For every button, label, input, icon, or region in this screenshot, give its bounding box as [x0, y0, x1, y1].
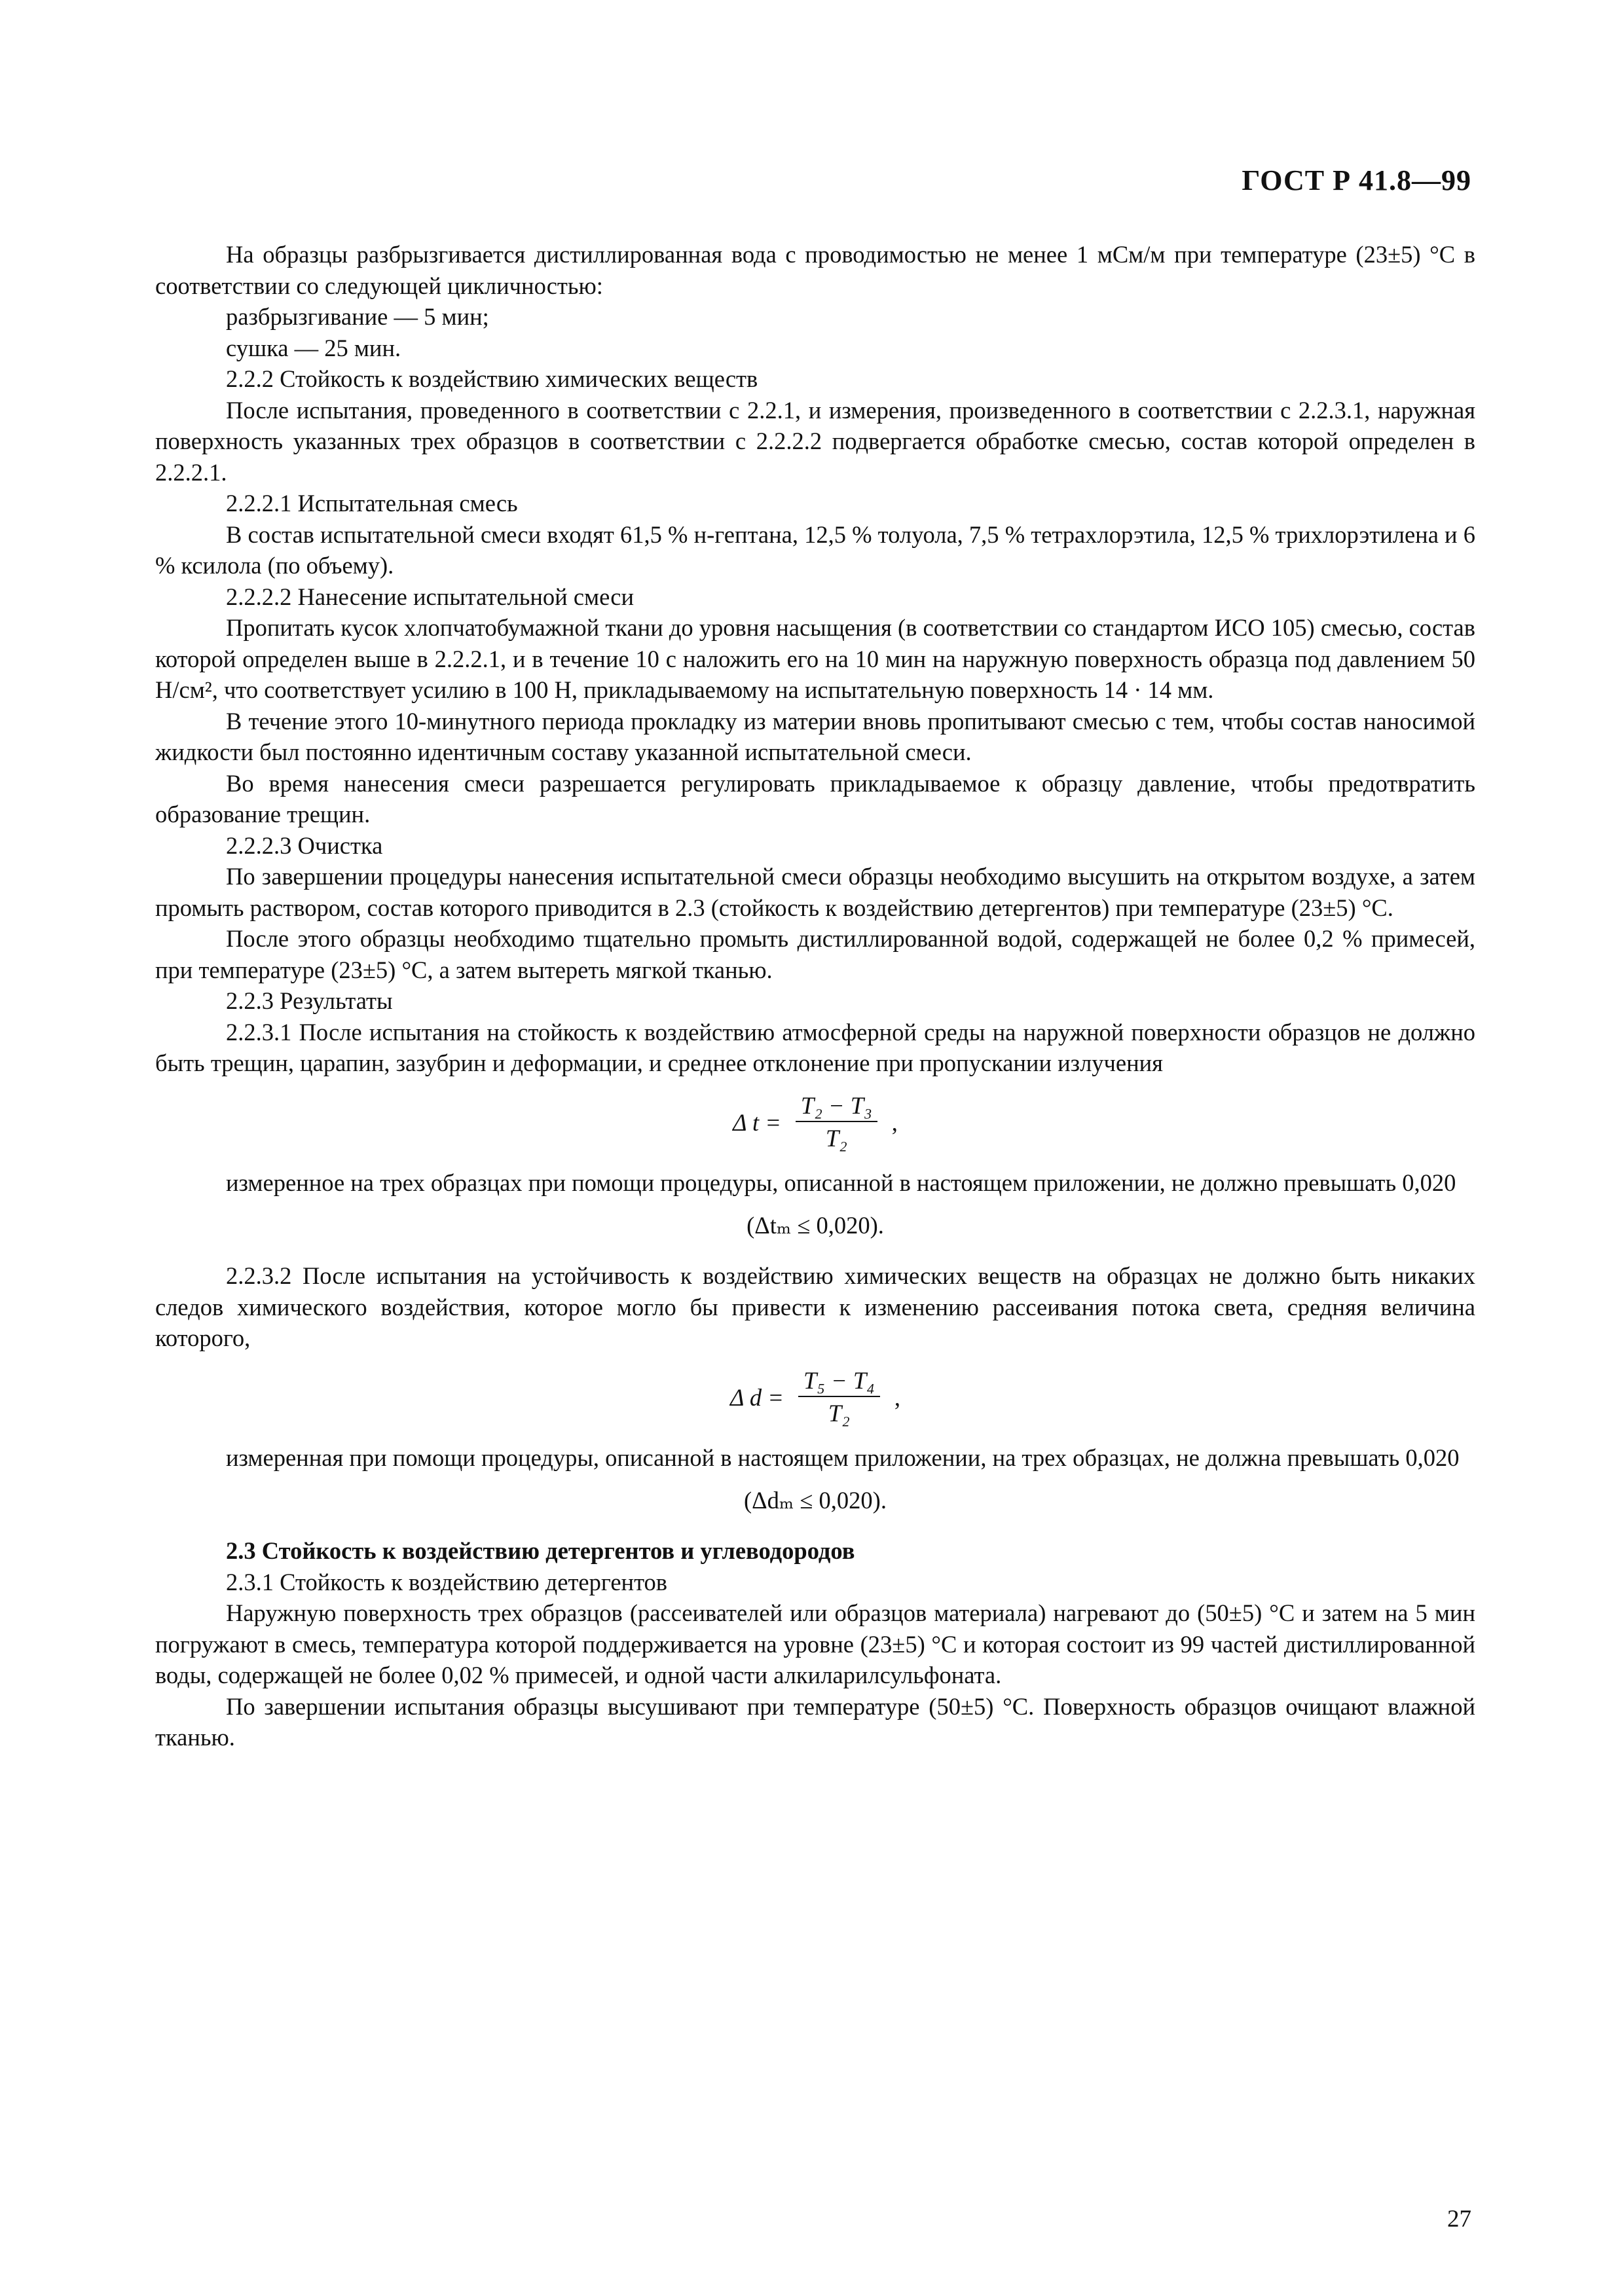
formula-delta-d-denominator: T₂: [828, 1399, 850, 1427]
document-header-code: ГОСТ Р 41.8—99: [1242, 164, 1471, 196]
formula-delta-t: [155, 1079, 1475, 1167]
formula-delta-t-numerator: T₂ − T₃: [796, 1091, 877, 1122]
paragraph: 2.3.1 Стойкость к воздействию детергентов: [226, 1568, 668, 1595]
paragraph: В течение этого 10-минутного периода прокладку из материи вновь пропитывают смесью с тем, чтобы состав наносимой жидкости был постоянно идентичным составу указанной испытательной смеси.: [155, 707, 1475, 765]
paragraph: разбрызгивание — 5 мин;: [226, 303, 489, 330]
paragraph: По завершении процедуры нанесения испытательной смеси образцы необходимо высушить на открытом воздухе, а затем промыть раствором, состав которого приводится в 2.3 (стойкость к воздействию детергентов) при температуре (23±5) °С.: [155, 863, 1475, 921]
formula-delta-t-lhs: Δ t =: [733, 1108, 781, 1136]
formula-delta-tm-text: (Δtₘ ≤ 0,020).: [746, 1212, 884, 1239]
paragraph: 2.2.3 Результаты: [226, 987, 393, 1014]
paragraph: 2.2.2.2 Нанесение испытательной смеси: [226, 583, 634, 610]
document-body: [155, 239, 1475, 1753]
formula-delta-t-denominator: T₂: [825, 1124, 847, 1152]
paragraph-group-a: [155, 239, 1475, 1079]
formula-delta-t-fraction: [796, 1091, 877, 1155]
paragraph: После этого образцы необходимо тщательно промыть дистиллированной водой, содержащей не более 0,2 % примесей, при температуре (23±5) °С, а затем вытереть мягкой тканью.: [155, 925, 1475, 983]
paragraph: 2.2.3.1 После испытания на стойкость к воздействию атмосферной среды на наружной поверхности образцов не должно быть трещин, царапин, зазубрин и деформации, и среднее отклонение при пропускании излучения: [155, 1018, 1475, 1076]
formula-delta-d-numerator: T₅ − T₄: [798, 1366, 880, 1397]
paragraph: Пропитать кусок хлопчатобумажной ткани до уровня насыщения (в соответствии со стандартом ИСО 105) смесью, состав которой определен выше в 2.2.2.1, и в течение 10 с наложить его на 10 мин на наружную поверхность образца под давлением 50 Н/см², что соответствует усилию в 100 Н, прикладываемому на испытательную поверхность 14 · 14 мм.: [155, 614, 1475, 703]
paragraph: Наружную поверхность трех образцов (рассеивателей или образцов материала) нагревают до (50±5) °С и затем на 5 мин погружают в смесь, температура которой поддерживается на уровне (23±5) °С и которая состоит из 99 частей дистиллированной воды, содержащей не более 0,02 % примесей, и одной части алкиларилсульфоната.: [155, 1599, 1475, 1688]
formula-delta-dm: [155, 1473, 1475, 1535]
paragraph: сушка — 25 мин.: [226, 334, 401, 361]
paragraph-c: 2.2.3.2 После испытания на устойчивость к воздействию химических веществ на образцах не должно быть никаких следов химического воздействия, которое могло бы привести к изменению рассеивания потока света, средняя величина которого,: [155, 1262, 1475, 1351]
formula-delta-t-comma: ,: [891, 1108, 898, 1136]
formula-delta-d-comma: ,: [894, 1383, 900, 1411]
paragraph: 2.3 Стойкость к воздействию детергентов и углеводородов: [226, 1537, 855, 1564]
paragraph: В состав испытательной смеси входят 61,5 % н-гептана, 12,5 % толуола, 7,5 % тетрахлорэтила, 12,5 % трихлорэтилена и 6 % ксилола (по объему).: [155, 520, 1475, 579]
paragraph: 2.2.2.1 Испытательная смесь: [226, 490, 518, 517]
paragraph: 2.2.2.3 Очистка: [226, 831, 383, 859]
paragraph-d: измеренная при помощи процедуры, описанной в настоящем приложении, на трех образцах, не должна превышать 0,020: [226, 1444, 1460, 1471]
paragraph-b: измеренное на трех образцах при помощи процедуры, описанной в настоящем приложении, не должно превышать 0,020: [226, 1169, 1456, 1196]
paragraph: На образцы разбрызгивается дистиллированная вода с проводимостью не менее 1 мСм/м при температуре (23±5) °С в соответствии со следующей цикличностью:: [155, 241, 1475, 299]
paragraph: После испытания, проведенного в соответствии с 2.2.1, и измерения, произведенного в соответствии с 2.2.3.1, наружная поверхность указанных трех образцов в соответствии с 2.2.2.2 подвергается обработке смесью, состав которой определен в 2.2.2.1.: [155, 396, 1475, 486]
formula-delta-d-lhs: Δ d =: [730, 1383, 784, 1411]
formula-delta-d: [155, 1354, 1475, 1442]
paragraph: Во время нанесения смеси разрешается регулировать прикладываемое к образцу давление, чтобы предотвратить образование трещин.: [155, 769, 1475, 828]
paragraph: По завершении испытания образцы высушивают при температуре (50±5) °С. Поверхность образцов очищают влажной тканью.: [155, 1692, 1475, 1751]
formula-delta-d-fraction: [798, 1366, 880, 1430]
page-number: 27: [1447, 2206, 1471, 2232]
paragraph: 2.2.2 Стойкость к воздействию химических веществ: [226, 365, 758, 392]
formula-delta-tm: [155, 1198, 1475, 1260]
paragraph-group-e: [155, 1535, 1475, 1753]
formula-delta-dm-text: (Δdₘ ≤ 0,020).: [744, 1487, 887, 1514]
